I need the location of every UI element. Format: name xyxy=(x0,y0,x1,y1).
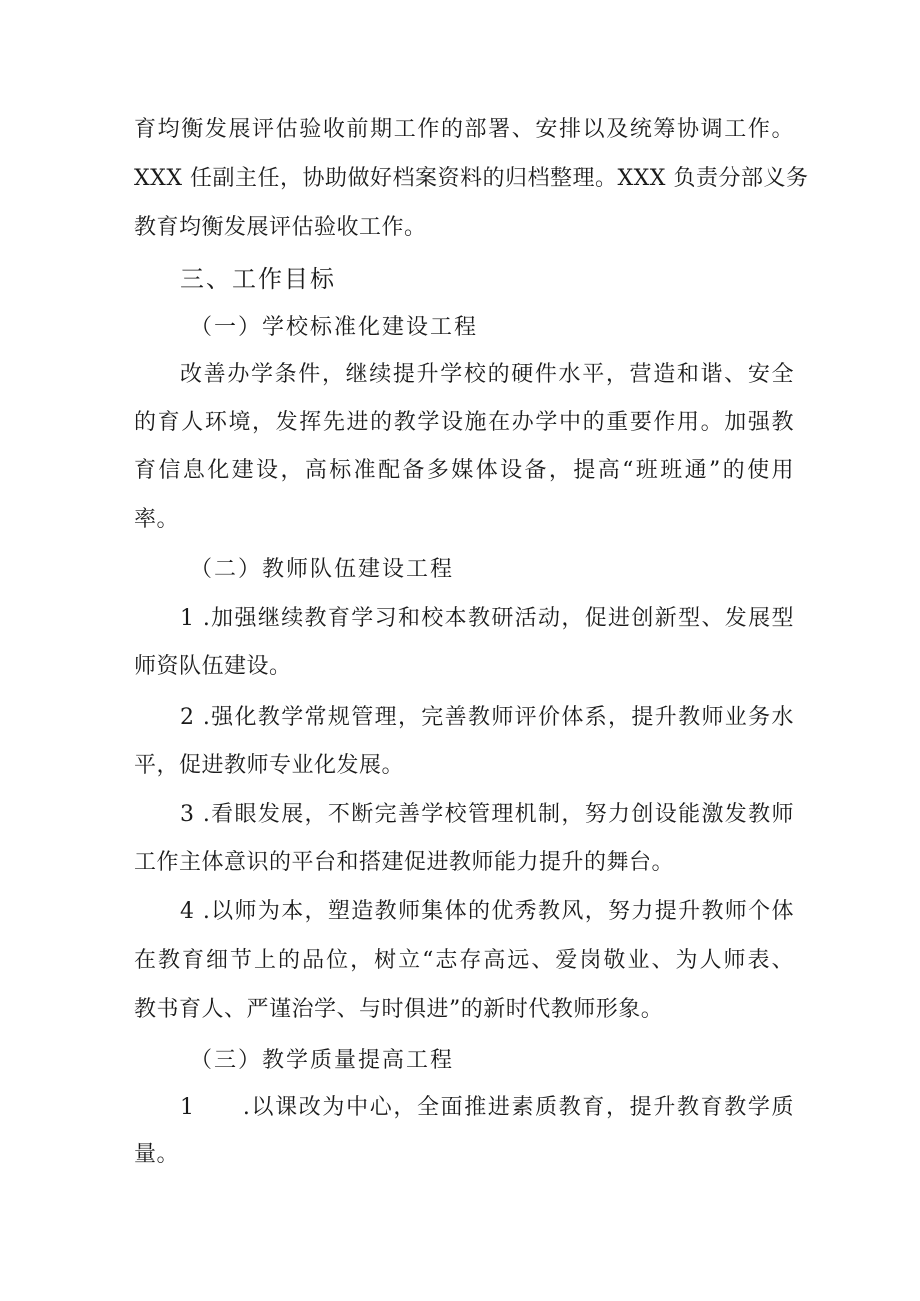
list-item-line: 1 .以课改为中心，全面推进素质教育，提升教育教学质 xyxy=(180,1095,794,1120)
paragraph-line: 育信息化建设，高标准配备多媒体设备，提高“班班通”的使用 xyxy=(134,458,794,483)
list-item-line: 在教育细节上的品位，树立“志存高远、爱岗敬业、为人师表、 xyxy=(134,948,794,973)
list-item-line: 2 .强化教学常规管理，完善教师评价体系，提升教师业务水 xyxy=(180,705,794,730)
paragraph-line: 的育人环境，发挥先进的教学设施在办学中的重要作用。加强教 xyxy=(134,410,794,435)
list-item-line: 4 .以师为本，塑造教师集体的优秀教风，努力提升教师个体 xyxy=(180,899,794,924)
subsection-title: （二）教师队伍建设工程 xyxy=(190,557,455,582)
intro-line: XXX 任副主任，协助做好档案资料的归档整理。XXX 负责分部义务 xyxy=(134,166,809,191)
subsection-title: （三）教学质量提高工程 xyxy=(190,1048,455,1073)
intro-line: 育均衡发展评估验收前期工作的部署、安排以及统筹协调工作。 xyxy=(134,117,794,142)
list-item-line: 平，促进教师专业化发展。 xyxy=(134,753,405,778)
list-item-line: 教书育人、严谨治学、与时俱进”的新时代教师形象。 xyxy=(134,997,664,1022)
list-item-line: 3 .看眼发展，不断完善学校管理机制，努力创设能激发教师 xyxy=(180,802,794,827)
list-item-line: 工作主体意识的平台和搭建促进教师能力提升的舞台。 xyxy=(134,850,675,875)
list-item-line: 1 .加强继续教育学习和校本教研活动，促进创新型、发展型 xyxy=(180,606,794,631)
list-item-line: 量。 xyxy=(134,1142,180,1167)
paragraph-line: 率。 xyxy=(134,507,180,532)
intro-line: 教育均衡发展评估验收工作。 xyxy=(134,215,427,240)
subsection-title: （一）学校标准化建设工程 xyxy=(190,315,479,340)
list-item-line: 师资队伍建设。 xyxy=(134,654,292,679)
section-heading: 三、工作目标 xyxy=(180,265,336,293)
paragraph-line: 改善办学条件，继续提升学校的硬件水平，营造和谐、安全 xyxy=(180,362,794,387)
